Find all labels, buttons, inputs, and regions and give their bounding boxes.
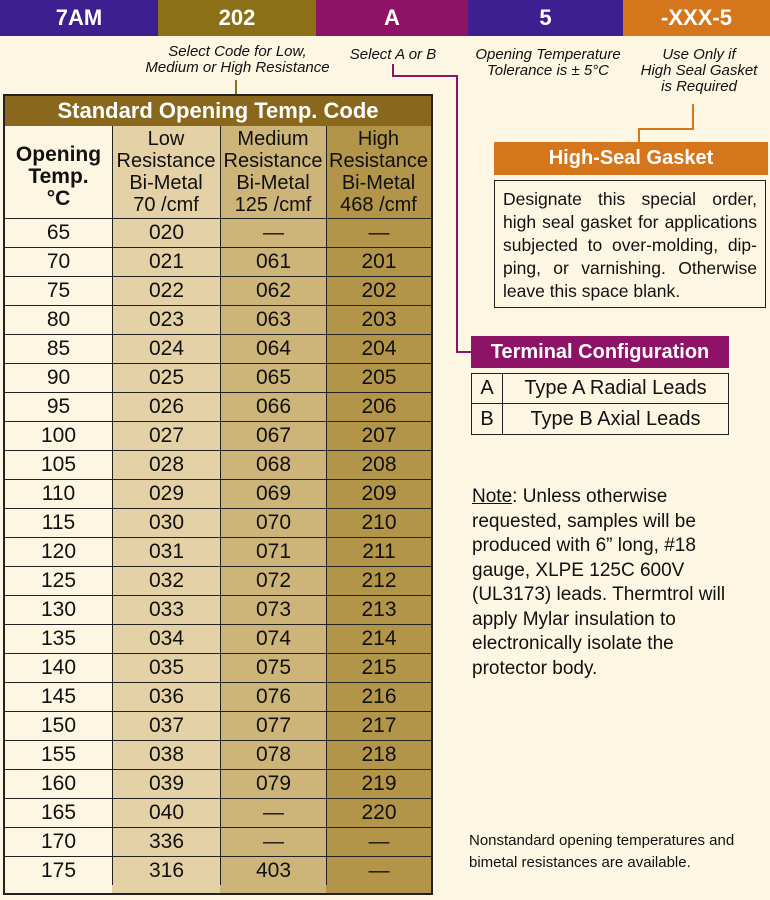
table-cell-low: 024 [112, 334, 220, 363]
table-cell-temp: 165 [5, 798, 112, 827]
header-medium-line3: Bi-Metal [236, 172, 310, 194]
table-title: Standard Opening Temp. Code [5, 96, 431, 126]
caption-tolerance-line2: Tolerance is ± 5°C [486, 62, 610, 79]
terminal-options-table [471, 373, 729, 435]
column-divider [220, 126, 221, 218]
table-cell-low: 022 [112, 276, 220, 305]
footnote: Nonstandard opening temperatures and bimetal resistances are available. [469, 832, 735, 871]
connector-gasket-v2 [638, 128, 640, 143]
table-cell-low: 040 [112, 798, 220, 827]
table-cell-temp: 140 [5, 653, 112, 682]
header-temp-line3: °C [46, 187, 71, 210]
table-cell-high: 207 [326, 421, 431, 450]
header-high-line3: Bi-Metal [341, 172, 416, 194]
table-cell-temp: 145 [5, 682, 112, 711]
table-cell-high: 202 [326, 276, 431, 305]
table-cell-low: 029 [112, 479, 220, 508]
note-label: Note [472, 486, 513, 507]
table-cell-high: 214 [326, 624, 431, 653]
table-cell-high: 209 [326, 479, 431, 508]
table-cell-temp: 160 [5, 769, 112, 798]
segment-terminal: A [316, 0, 468, 36]
segment-tolerance: 5 [468, 0, 623, 36]
table-cell-low: 030 [112, 508, 220, 537]
terminal-key-b: B [472, 404, 503, 434]
header-medium-line2: Resistance [223, 150, 323, 172]
caption-code-line1: Select Code for Low, [168, 43, 307, 60]
table-cell-temp: 90 [5, 363, 112, 392]
table-cell-medium: 077 [220, 711, 326, 740]
caption-gasket-line3: is Required [661, 78, 737, 95]
table-cell-medium: 067 [220, 421, 326, 450]
part-number-bar [0, 0, 770, 36]
table-cell-low: 037 [112, 711, 220, 740]
note-paragraph [472, 485, 752, 681]
terminal-title: Terminal Configuration [471, 336, 729, 368]
table-cell-medium: — [220, 218, 326, 247]
table-cell-temp: 150 [5, 711, 112, 740]
table-cell-medium: 069 [220, 479, 326, 508]
table-cell-temp: 135 [5, 624, 112, 653]
segment-series: 7AM [0, 0, 158, 36]
table-cell-low: 020 [112, 218, 220, 247]
table-cell-high: 218 [326, 740, 431, 769]
segment-code: 202 [158, 0, 316, 36]
terminal-label-a: Type A Radial Leads [524, 377, 707, 399]
table-cell-high: 206 [326, 392, 431, 421]
terminal-key-a: A [472, 374, 503, 403]
table-cell-medium: 074 [220, 624, 326, 653]
header-low-line4: 70 /cmf [133, 194, 199, 216]
table-cell-high: 215 [326, 653, 431, 682]
table-cell-temp: 100 [5, 421, 112, 450]
header-high-line4: 468 /cmf [340, 194, 417, 216]
table-cell-low: 028 [112, 450, 220, 479]
caption-tolerance-line1: Opening Temperature [475, 46, 621, 63]
table-cell-temp: 70 [5, 247, 112, 276]
table-cell-low: 039 [112, 769, 220, 798]
terminal-label-b: Type B Axial Leads [530, 407, 701, 430]
gasket-description: Designate this special order, high seal gasket for applications subjected to over-molding, dip-ping, or varnishing. Otherwise leave this space blank. [494, 180, 766, 308]
table-cell-medium: 079 [220, 769, 326, 798]
table-cell-low: 027 [112, 421, 220, 450]
table-cell-medium: 064 [220, 334, 326, 363]
header-low-line3: Bi-Metal [129, 172, 203, 194]
table-cell-high: 212 [326, 566, 431, 595]
note-text: : Unless otherwise requested, samples will be produced with 6” long, #18 gauge, XLPE 125C 600V (UL3173) leads. Thermtrol will apply Mylar insulation to electronically isolate the protector body. [472, 486, 726, 679]
table-cell-low: 336 [112, 827, 220, 856]
table-cell-medium: 066 [220, 392, 326, 421]
table-cell-temp: 170 [5, 827, 112, 856]
table-cell-high: 219 [326, 769, 431, 798]
connector-terminal-v2 [456, 75, 458, 353]
caption-code-line2: Medium or High Resistance [145, 59, 330, 76]
terminal-option-b [472, 404, 728, 434]
table-cell-low: 021 [112, 247, 220, 276]
table-cell-medium: 075 [220, 653, 326, 682]
caption-code-select [130, 44, 345, 76]
table-cell-high: 205 [326, 363, 431, 392]
table-cell-low: 025 [112, 363, 220, 392]
table-cell-low: 316 [112, 856, 220, 885]
table-cell-medium: 061 [220, 247, 326, 276]
table-cell-temp: 105 [5, 450, 112, 479]
caption-gasket-line1: Use Only if [662, 46, 736, 63]
table-cell-temp: 110 [5, 479, 112, 508]
table-cell-low: 038 [112, 740, 220, 769]
table-cell-temp: 80 [5, 305, 112, 334]
table-cell-low: 032 [112, 566, 220, 595]
table-cell-medium: 062 [220, 276, 326, 305]
connector-gasket-v1 [692, 104, 694, 130]
table-cell-temp: 65 [5, 218, 112, 247]
table-cell-medium: 403 [220, 856, 326, 885]
terminal-option-a [472, 374, 728, 404]
table-cell-temp: 175 [5, 856, 112, 885]
table-cell-high: 210 [326, 508, 431, 537]
table-cell-temp: 95 [5, 392, 112, 421]
table-cell-high: 220 [326, 798, 431, 827]
table-cell-temp: 155 [5, 740, 112, 769]
table-cell-temp: 120 [5, 537, 112, 566]
gasket-title: High-Seal Gasket [494, 142, 768, 175]
column-divider [112, 126, 113, 218]
header-temp-line2: Temp. [28, 165, 89, 188]
caption-tolerance [464, 47, 632, 79]
caption-terminal-select: Select A or B [349, 46, 437, 63]
table-cell-low: 026 [112, 392, 220, 421]
table-cell-medium: — [220, 827, 326, 856]
connector-terminal-h1 [392, 75, 457, 77]
table-cell-temp: 115 [5, 508, 112, 537]
column-divider [326, 126, 327, 218]
caption-gasket-use [633, 47, 765, 95]
header-high-resistance [326, 126, 431, 218]
header-low-resistance [112, 126, 220, 218]
table-cell-high: 204 [326, 334, 431, 363]
table-cell-medium: 070 [220, 508, 326, 537]
header-temp-line1: Opening [15, 143, 102, 166]
table-cell-high: — [326, 827, 431, 856]
table-cell-high: — [326, 218, 431, 247]
header-medium-resistance [220, 126, 326, 218]
table-cell-temp: 85 [5, 334, 112, 363]
table-cell-low: 034 [112, 624, 220, 653]
header-high-line2: Resistance [329, 150, 428, 172]
table-cell-high: 208 [326, 450, 431, 479]
connector-gasket-h [638, 128, 694, 130]
table-cell-low: 031 [112, 537, 220, 566]
table-cell-medium: 071 [220, 537, 326, 566]
caption-gasket-line2: High Seal Gasket [640, 62, 758, 79]
table-cell-medium: 068 [220, 450, 326, 479]
table-cell-high: 203 [326, 305, 431, 334]
table-cell-temp: 75 [5, 276, 112, 305]
table-cell-high: 211 [326, 537, 431, 566]
table-cell-high: — [326, 856, 431, 885]
table-cell-low: 033 [112, 595, 220, 624]
header-medium-line1: Medium [237, 128, 309, 150]
segment-gasket: -XXX-5 [623, 0, 770, 36]
table-cell-high: 216 [326, 682, 431, 711]
connector-terminal-h2 [456, 351, 472, 353]
table-cell-high: 217 [326, 711, 431, 740]
table-cell-low: 023 [112, 305, 220, 334]
table-cell-low: 036 [112, 682, 220, 711]
table-cell-medium: 065 [220, 363, 326, 392]
header-medium-line4: 125 /cmf [234, 194, 312, 216]
header-low-line1: Low [147, 128, 185, 150]
table-cell-medium: 076 [220, 682, 326, 711]
table-cell-medium: 078 [220, 740, 326, 769]
table-cell-high: 213 [326, 595, 431, 624]
header-opening-temp [5, 126, 112, 218]
table-cell-high: 201 [326, 247, 431, 276]
opening-temp-table [3, 94, 433, 895]
table-cell-medium: 063 [220, 305, 326, 334]
table-cell-medium: 073 [220, 595, 326, 624]
table-cell-medium: 072 [220, 566, 326, 595]
header-low-line2: Resistance [116, 150, 216, 172]
table-cell-temp: 130 [5, 595, 112, 624]
table-cell-temp: 125 [5, 566, 112, 595]
table-cell-low: 035 [112, 653, 220, 682]
header-high-line1: High [357, 128, 400, 150]
table-cell-medium: — [220, 798, 326, 827]
